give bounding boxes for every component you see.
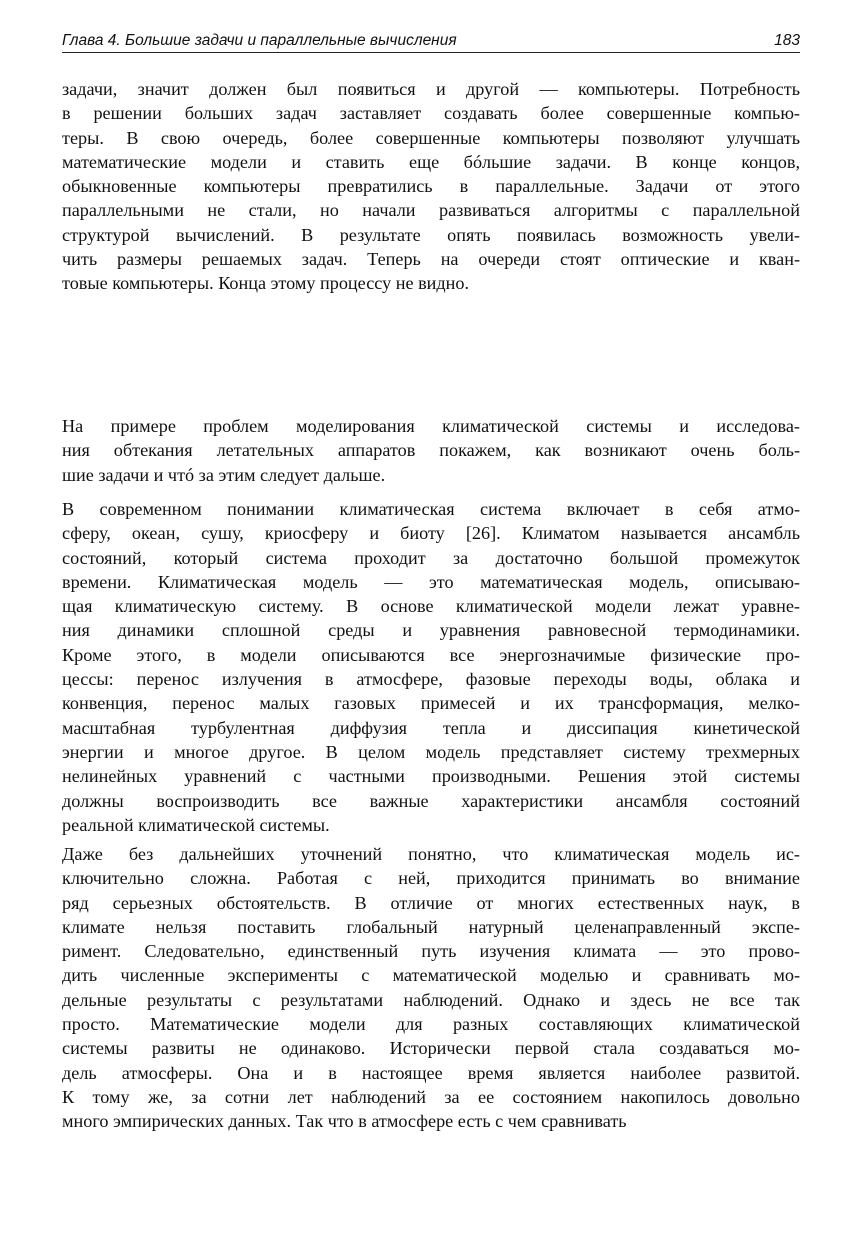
text-line: задачи, значит должен был появиться и другой — компьютеры. Потребность [62, 79, 800, 99]
paragraph [62, 414, 800, 487]
text-line: ряд серьезных обстоятельств. В отличие от многих естественных наук, в [62, 892, 800, 913]
text-line: теры. В свою очередь, более совершенные компьютеры позволяют улучшать [62, 127, 800, 148]
text-line: ключительно сложна. Работая с ней, приходится принимать во внимание [62, 868, 800, 889]
text-line: сферу, океан, сушу, криосферу и биоту [26]. Климатом называется ансамбль [62, 523, 800, 544]
text-line: К тому же, за сотни лет наблюдений за ее состоянием накопилось довольно [62, 1086, 800, 1107]
text-line: товые компьютеры. Конца этому процессу не видно. [62, 273, 470, 294]
text-line: дель атмосферы. Она и в настоящее время является наиболее развитой. [62, 1062, 800, 1083]
text-line: конвенция, перенос малых газовых примесей и их трансформация, мелко- [62, 693, 800, 714]
text-line: просто. Математические модели для разных составляющих климатической [62, 1014, 800, 1035]
text-line: нелинейных уравнений с частными производными. Решения этой системы [62, 766, 800, 787]
text-line: системы развиты не одинаково. Исторически первой стала создаваться мо- [62, 1038, 800, 1059]
text-line: цессы: перенос излучения в атмосфере, фазовые переходы воды, облака и [62, 669, 800, 690]
text-line: дельные результаты с результатами наблюдений. Однако и здесь не все так [62, 989, 800, 1010]
chapter-title: Глава 4. Большие задачи и параллельные вычисления [62, 32, 457, 49]
paragraph [62, 497, 800, 837]
text-line: энергии и многое другое. В целом модель представляет систему трехмерных [62, 741, 800, 762]
text-line: В современном понимании климатическая система включает в себя атмо- [62, 499, 800, 519]
paragraph [62, 77, 800, 296]
text-line: структурой вычислений. В результате опять появилась возможность увели- [62, 224, 800, 245]
text-line: математические модели и ставить еще бóльшие задачи. В конце концов, [62, 151, 800, 172]
text-line: должны воспроизводить все важные характеристики ансамбля состояний [62, 790, 800, 811]
text-line: римент. Следовательно, единственный путь изучения климата — это прово- [62, 941, 800, 962]
text-line: шие задачи и чтó за этим следует дальше. [62, 464, 386, 485]
text-line: состояний, который система проходит за достаточно большой промежуток [62, 547, 800, 568]
text-line: параллельными не стали, но начали развиваться алгоритмы с параллельной [62, 200, 800, 221]
running-header [62, 30, 800, 53]
text-line: Даже без дальнейших уточнений понятно, что климатическая модель ис- [62, 844, 800, 864]
text-line: ния обтекания летательных аппаратов покажем, как возникают очень боль- [62, 440, 800, 461]
text-line: реальной климатической системы. [62, 814, 330, 835]
text-line: климате нельзя поставить глобальный натурный целенаправленный экспе- [62, 916, 800, 937]
text-line: Кроме этого, в модели описываются все энергозначимые физические про- [62, 644, 800, 665]
paragraph [62, 842, 800, 1134]
text-line: много эмпирических данных. Так что в атмосфере есть с чем сравнивать [62, 1111, 627, 1132]
text-line: щая климатическую систему. В основе климатической модели лежат уравне- [62, 596, 800, 617]
text-line: масштабная турбулентная диффузия тепла и диссипация кинетической [62, 717, 800, 738]
text-line: чить размеры решаемых задач. Теперь на очереди стоят оптические и кван- [62, 249, 800, 270]
text-line: времени. Климатическая модель — это математическая модель, описываю- [62, 571, 800, 592]
text-line: в решении больших задач заставляет создавать более совершенные компью- [62, 103, 800, 124]
text-line: ния динамики сплошной среды и уравнения равновесной термодинамики. [62, 620, 800, 641]
page-number: 183 [774, 32, 800, 49]
text-line: На примере проблем моделирования климатической системы и исследова- [62, 416, 800, 436]
text-line: обыкновенные компьютеры превратились в параллельные. Задачи от этого [62, 176, 800, 197]
text-line: дить численные эксперименты с математической моделью и сравнивать мо- [62, 965, 800, 986]
